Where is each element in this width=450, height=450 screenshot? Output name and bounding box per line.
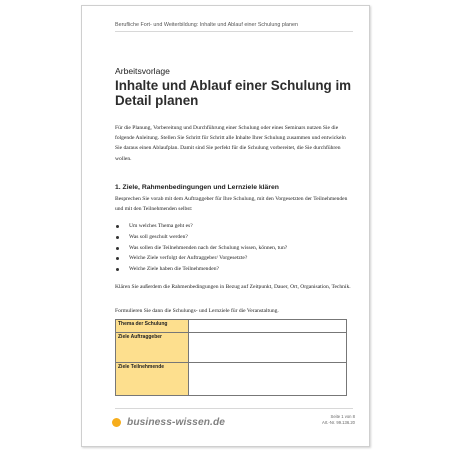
list-item-text: Um welches Thema geht es? [129, 223, 193, 229]
list-item-text: Was sollen die Teilnehmenden nach der Schulung wissen, können, tun? [129, 244, 288, 251]
brand-name: business-wissen.de [127, 417, 226, 428]
running-head: Berufliche Fort- und Weiterbildung: Inhalte und Ablauf einer Schulung planen [115, 22, 299, 28]
brand-logo [112, 417, 225, 428]
article-number: Art.-Nr. 99.136.20 [321, 420, 355, 425]
list-item [115, 232, 351, 243]
document-type-label: Arbeitsvorlage [115, 66, 170, 76]
bullet-icon [116, 247, 119, 250]
header-divider [115, 31, 353, 32]
topic-field[interactable] [189, 320, 347, 333]
brand-dot-icon [112, 418, 121, 427]
footer-divider [115, 408, 353, 409]
page-number: Seite 1 von 8 [330, 414, 355, 419]
question-list [115, 221, 351, 275]
bullet-icon [116, 257, 119, 260]
section-paragraph: Besprechen Sie vorab mit dem Auftraggeber für Ihre Schulung, mit den Vorgesetzten der Teilnehmenden und mit den Teilnehmenden selbst: [115, 196, 348, 213]
form-label: Ziele Teilnehmende [116, 363, 189, 396]
page-title: Inhalte und Ablauf einer Schulung im Detail planen [115, 78, 352, 108]
bullet-icon [116, 225, 119, 228]
list-item-text: Was soll geschult werden? [129, 233, 188, 240]
bullet-icon [116, 268, 119, 271]
table-row [116, 320, 347, 333]
table-row [116, 333, 347, 363]
goals-paragraph: Formulieren Sie dann die Schulungs- und Lernziele für die Veranstaltung. [115, 308, 279, 314]
list-item [115, 243, 351, 254]
list-item-text: Welche Ziele verfolgt der Auftraggeber/ Vorgesetzte? [129, 255, 248, 262]
table-row [116, 363, 347, 396]
conditions-paragraph: Klären Sie außerdem die Rahmenbedingungen in Bezug auf Zeitpunkt, Dauer, Ort, Organisation, Technik. [115, 284, 351, 290]
bullet-icon [116, 236, 119, 239]
form-label: Ziele Auftraggeber [116, 333, 189, 363]
list-item [115, 253, 351, 264]
intro-paragraph: Für die Planung, Vorbereitung und Durchführung einer Schulung oder eines Seminars nutzen Sie die folgende Anleitung. Stellen Sie Schritt für Schritt alle Inhalte Ihrer Schulung zusammen und entwickeln Sie daraus einen Ablaufplan. Damit sind Sie perfekt für die Schulung vorbereitet, die Sie durchführen wollen. [115, 125, 346, 162]
list-item [115, 264, 351, 275]
page-info [322, 414, 355, 426]
planning-form-table [115, 319, 347, 396]
section-heading: 1. Ziele, Rahmenbedingungen und Lernziele klären [115, 184, 279, 191]
client-goals-field[interactable] [189, 333, 347, 363]
form-label: Thema der Schulung [116, 320, 189, 333]
list-item-text: Welche Ziele haben die Teilnehmenden? [129, 266, 219, 273]
participant-goals-field[interactable] [189, 363, 347, 396]
list-item [115, 221, 351, 232]
document-page [81, 5, 370, 447]
